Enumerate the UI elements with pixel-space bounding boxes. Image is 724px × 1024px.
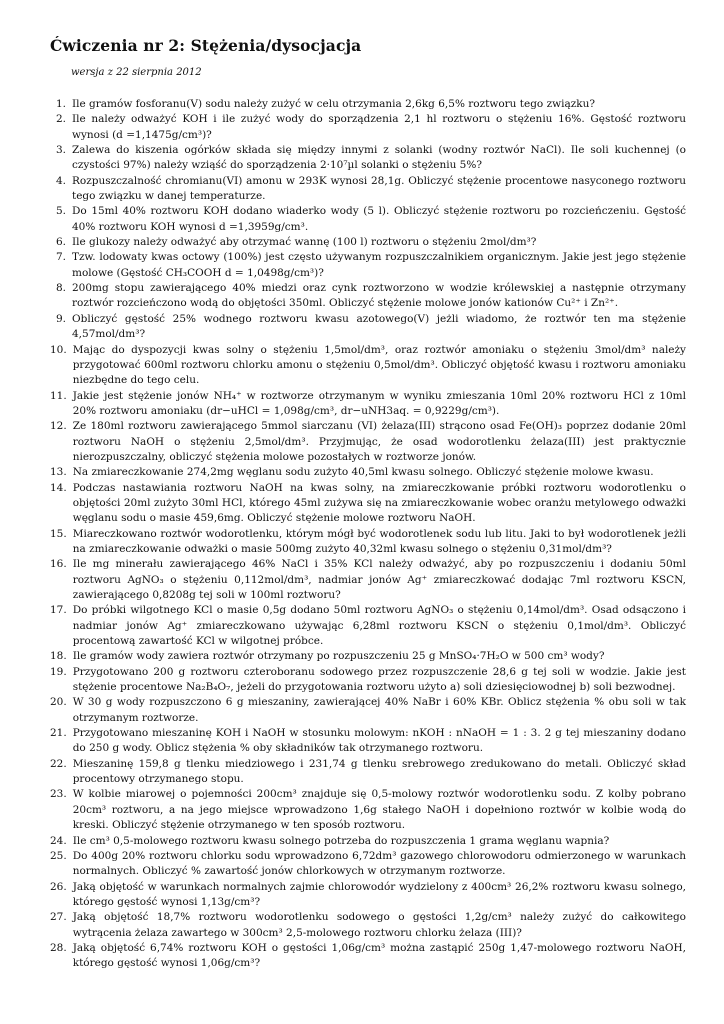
problem-text: 200mg stopu zawierającego 40% miedzi oraz cynk roztworzono w wodzie królewskiej a następnie otrzymany roztwór rozcieńczono wodą do objętości 350ml. Obliczyć stężenie molowe jonów kationów Cu²⁺ i Zn²⁺. (72, 282, 686, 310)
problem-text: Jakie jest stężenie jonów NH₄⁺ w roztworze otrzymanym w wyniku zmieszania 10ml 20% roztworu HCl z 10ml 20% roztworu amoniaku (dr−uHCl = 1,098g/cm³, dr−uNH3aq. = 0,9229g/cm³). (72, 389, 686, 417)
problem-text: Przygotowano mieszaninę KOH i NaOH w stosunku molowym: nKOH : nNaOH = 1 : 3. 2 g tej mieszaniny dodano do 250 g wody. Oblicz stężenia % oby składników tak otrzymanego roztworu. (72, 727, 686, 755)
problem-text: Ile gramów fosforanu(V) sodu należy zużyć w celu otrzymania 2,6kg 6,5% roztworu tego związku? (72, 98, 596, 110)
problem-number: 13. (50, 466, 67, 479)
problem-number: 20. (50, 696, 67, 709)
problem-text: Podczas nastawiania roztworu NaOH na kwas solny, na zmiareczkowanie próbki roztworu wodorotlenku o objętości 20ml zużyto 30ml HCl, którego 45ml zużywa się na zmiareczkowanie wobec oranżu metylowego odważki węglanu sodu o masie 459,6mg. Obliczyć stężenie molowe roztworu NaOH. (72, 481, 686, 525)
problem-text: Miareczkowano roztwór wodorotlenku, którym mógł być wodorotlenek sodu lub litu. Jaki to był wodorotlenek jeżli na zmiareczkowanie odważki o masie 500mg zużyto 40,32ml kwasu solnego o stężeniu 0,31mol/dm³? (72, 527, 686, 555)
problem-item (50, 204, 686, 235)
problem-text: Do 400g 20% roztworu chlorku sodu wprowadzono 6,72dm³ gazowego chlorowodoru odmierzonego w warunkach normalnych. Obliczyć % zawartość jonów chlorkowych w otrzymanym roztworze. (72, 849, 686, 878)
problem-number: 5. (55, 205, 66, 218)
problem-item (50, 849, 686, 880)
problem-number: 26. (50, 880, 67, 893)
problem-text: Do próbki wilgotnego KCl o masie 0,5g dodano 50ml roztworu AgNO₃ o stężeniu 0,14mol/dm³. Osad odsączono i nadmiar jonów Ag⁺ zmiareczkowano używając 6,28ml roztworu KSCN o stężeniu 0,1mol/dm³. Obliczyć procentową zawartość KCl w wilgotnej próbce. (72, 604, 686, 648)
problem-number: 7. (55, 251, 66, 264)
problem-item (50, 343, 686, 389)
problem-text: Ile należy odważyć KOH i ile zużyć wody do sporządzenia 2,1 hl roztworu o stężeniu 16%. Gęstość roztworu wynosi (d =1,1475g/cm³)? (72, 113, 686, 141)
problem-item (50, 603, 686, 649)
problem-text: Jaką objętość 18,7% roztworu wodorotlenku sodowego o gęstości 1,2g/cm³ należy zużyć do całkowitego wytrącenia żelaza zawartego w 300cm³ 2,5-molowego roztworu chlorku żelaza (III)? (72, 911, 686, 939)
problem-item (50, 880, 686, 911)
problem-item (50, 787, 686, 833)
problem-number: 1. (55, 98, 66, 110)
problem-number: 11. (50, 389, 67, 402)
problem-text: Jaką objętość 6,74% roztworu KOH o gęstości 1,06g/cm³ można zastąpić 250g 1,47-molowego roztworu NaOH, którego gęstość wynosi 1,06g/cm³? (72, 941, 686, 970)
problem-item (50, 757, 686, 788)
problem-text: Mieszaninę 159,8 g tlenku miedziowego i 231,74 g tlenku srebrowego zredukowano do metali. Obliczyć skład procentowy otrzymanego stopu. (72, 757, 686, 786)
problem-item (50, 174, 686, 205)
problem-item (50, 235, 686, 250)
problem-text: Jaką objętość w warunkach normalnych zajmie chlorowodór wydzielony z 400cm³ 26,2% roztworu kwasu solnego, którego gęstość wynosi 1,13g/cm³? (72, 880, 686, 908)
problem-number: 6. (55, 236, 66, 249)
problem-text: Do 15ml 40% roztworu KOH dodano wiaderko wody (5 l). Obliczyć stężenie roztworu po rozcieńczeniu. Gęstość 40% roztworu KOH wynosi d =1,3959g/cm³. (72, 205, 686, 233)
problem-number: 17. (50, 604, 67, 617)
problem-text: Przygotowano 200 g roztworu czteroboranu sodowego przez rozpuszczenie 28,6 g tej soli w wodzie. Jakie jest stężenie procentowe Na₂B₄O₇, jeżeli do przygotowania roztworu użyto a) soli dziesięciowodnej b) soli bezwodnej. (72, 665, 686, 694)
problem-number: 21. (50, 727, 67, 740)
problem-item (50, 465, 686, 480)
problem-text: Tzw. lodowaty kwas octowy (100%) jest często używanym rozpuszczalnikiem organicznym. Jakie jest jego stężenie molowe (Gęstość CH₃COOH d = 1,0498g/cm³)? (72, 251, 686, 279)
problem-item (50, 281, 686, 312)
problem-item (50, 143, 686, 174)
problem-text: Ile mg minerału zawierającego 46% NaCl i 35% KCl należy odważyć, aby po rozpuszczeniu i dodaniu 50ml roztworu AgNO₃ o stężeniu 0,112mol/dm³, nadmiar jonów Ag⁺ zmiareczkować dodając 7ml roztworu KSCN, zawierającego 0,8208g tej soli w 100ml roztworu? (72, 558, 686, 601)
problem-text: Ze 180ml roztworu zawierającego 5mmol siarczanu (VI) żelaza(III) strącono osad Fe(OH)₃ poprzez dodanie 20ml roztworu NaOH o stężeniu 2,5mol/dm³. Przyjmując, że osad wodorotlenku żelaza(III) jest praktycznie nierozpuszczalny, obliczyć stężenia molowe pozostałych w roztworze jonów. (72, 420, 686, 463)
problem-text: Mając do dyspozycji kwas solny o stężeniu 1,5mol/dm³, oraz roztwór amoniaku o stężeniu 3mol/dm³ należy przygotować 600ml roztworu chlorku amonu o stężeniu 0,5mol/dm³. Obliczyć objętość kwasu i roztworu amoniaku niezbędne do tego celu. (72, 343, 686, 387)
problem-text: Na zmiareczkowanie 274,2mg węglanu sodu zużyto 40,5ml kwasu solnego. Obliczyć stężenie molowe kwasu. (72, 466, 654, 479)
problem-text: Ile glukozy należy odważyć aby otrzymać wannę (100 l) roztworu o stężeniu 2mol/dm³? (72, 236, 537, 249)
problem-number: 14. (50, 481, 67, 494)
problem-item (50, 695, 686, 726)
problem-number: 8. (55, 282, 66, 295)
problem-item (50, 941, 686, 972)
problem-item (50, 250, 686, 281)
problem-number: 12. (50, 420, 67, 433)
version-note: wersja z 22 sierpnia 2012 (71, 67, 202, 78)
problem-item (50, 481, 686, 527)
problem-item (50, 312, 686, 343)
problem-number: 28. (50, 941, 67, 954)
problem-list (50, 97, 686, 972)
problem-item (50, 419, 686, 465)
problem-item (50, 97, 686, 112)
problem-text: Ile cm³ 0,5-molowego roztworu kwasu solnego potrzeba do rozpuszczenia 1 grama węglanu wapnia? (72, 834, 610, 847)
problem-item (50, 112, 686, 143)
problem-item (50, 527, 686, 558)
problem-text: Zalewa do kiszenia ogórków składa się między innymi z solanki (wodny roztwór NaCl). Ile soli kuchennej (o czystości 97%) należy wziąść do sporządzenia 2·10⁷µl solanki o stężeniu 5%? (72, 144, 686, 172)
problem-text: Obliczyć gęstość 25% wodnego roztworu kwasu azotowego(V) jeżli wiadomo, że roztwór ten ma stężenie 4,57mol/dm³? (72, 312, 686, 341)
problem-item (50, 557, 686, 603)
problem-item (50, 649, 686, 664)
problem-number: 24. (50, 834, 67, 847)
problem-text: Ile gramów wody zawiera roztwór otrzymany po rozpuszczeniu 25 g MnSO₄·7H₂O w 500 cm³ wody? (72, 650, 605, 663)
problem-number: 19. (50, 665, 67, 678)
problem-number: 2. (55, 113, 66, 126)
problem-number: 18. (50, 650, 67, 663)
problem-item (50, 665, 686, 696)
problem-number: 27. (50, 911, 67, 924)
problem-item (50, 910, 686, 941)
problem-number: 23. (50, 788, 67, 801)
problem-number: 25. (50, 849, 67, 862)
problem-number: 15. (50, 527, 67, 540)
problem-text: W 30 g wody rozpuszczono 6 g mieszaniny, zawierającej 40% NaBr i 60% KBr. Oblicz stężenia % obu soli w tak otrzymanym roztworze. (72, 696, 686, 724)
problem-number: 3. (55, 144, 66, 157)
problem-text: W kolbie miarowej o pojemności 200cm³ znajduje się 0,5-molowy roztwór wodorotlenku sodu. Z kolby pobrano 20cm³ roztworu, a na jego miejsce wprowadzono 1,6g stałego NaOH i dopełniono roztwór w kolbie wodą do kreski. Obliczyć stężenie otrzymanego w ten sposób roztworu. (72, 788, 686, 832)
problem-number: 9. (55, 312, 66, 325)
problem-number: 10. (50, 343, 67, 356)
page-title: Ćwiczenia nr 2: Stężenia/dysocjacja (50, 36, 362, 55)
problem-text: Rozpuszczalność chromianu(VI) amonu w 293K wynosi 28,1g. Obliczyć stężenie procentowe nasyconego roztworu tego związku w danej temperaturze. (72, 174, 686, 203)
problem-item (50, 834, 686, 849)
problem-item (50, 726, 686, 757)
problem-number: 16. (50, 558, 67, 571)
problem-item (50, 389, 686, 420)
problem-number: 22. (50, 757, 67, 770)
problem-number: 4. (55, 174, 66, 187)
